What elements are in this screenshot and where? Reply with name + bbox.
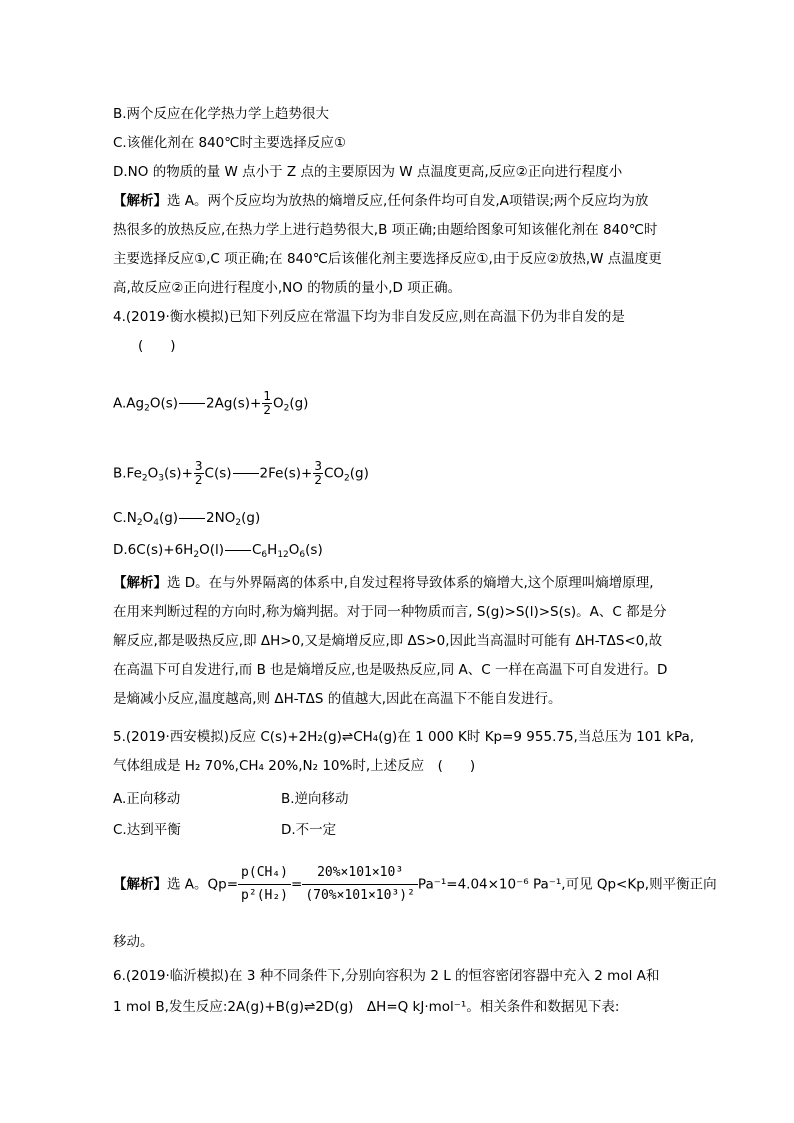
q3-analysis-line-4: 高,故反应②正向进行程度小,NO 的物质的量小,D 项正确。 xyxy=(113,280,462,296)
q5-option-a: A.正向移动 xyxy=(113,791,181,807)
q4-option-a: $A.Ag_2O(s)$ 2Ag(s)+ $\frac{1}{2}$ $O_2(g)$ xyxy=(113,389,309,417)
q4-answer-blank: ( ) xyxy=(138,338,176,354)
q3-analysis-line-3: 主要选择反应①,C 项正确;在 840℃后该催化剂主要选择反应①,由于反应②放热,W 点温度更 xyxy=(113,251,662,267)
equals-arrow-icon xyxy=(179,518,205,519)
q3-option-d: D.NO 的物质的量 W 点小于 Z 点的主要原因为 W 点温度更高,反应②正向进行程度小 xyxy=(113,164,623,180)
q4-analysis-line-3: 解反应,都是吸热反应,即 ΔH>0,又是熵增反应,即 ΔS>0,因此当高温时可能有 ΔH-TΔS<0,故 xyxy=(113,633,663,649)
analysis-tag: 【解析】 xyxy=(113,876,167,893)
q3-option-c: C.该催化剂在 840℃时主要选择反应① xyxy=(113,135,347,151)
q3-analysis-line-1: 【解析】选 A。两个反应均为放热的熵增反应,任何条件均可自发,A项错误;两个反应均为放 xyxy=(113,193,649,209)
fraction-qp-ratio: $\frac{\text{p(CH₄)}}{\text{p²(H₂)}}$ xyxy=(238,862,291,907)
q3-analysis-line-2: 热很多的放热反应,在热力学上进行趋势很大,B 项正确;由题给图象可知该催化剂在 840℃时 xyxy=(113,222,658,238)
q4-analysis-line-5: 是熵减小反应,温度越高,则 ΔH-TΔS 的值越大,因此在高温下不能自发进行。 xyxy=(113,691,562,707)
fraction-qp-value: $\frac{\text{20\%×101×10³}}{\text{(70\%×101×10³)²}}$ xyxy=(302,862,418,907)
fraction-half: $\frac{1}{2}$ xyxy=(263,389,271,417)
q6-stem-line-1: 6.(2019·临沂模拟)在 3 种不同条件下,分别向容积为 2 L 的恒容密闭容器中充入 2 mol A和 xyxy=(113,968,660,984)
q4-option-b: $B.Fe_2O_3(s)+$ $\frac{3}{2}$ C(s) 2Fe(s)+ $\frac{3}{2}$ $CO_2(g)$ xyxy=(113,459,369,487)
q4-option-c: $C.N_2O_4(g)$ $2NO_2(g)$ xyxy=(113,510,261,528)
q4-stem: 4.(2019·衡水模拟)已知下列反应在常温下均为非自发反应,则在高温下仍为非自发的是 xyxy=(113,309,625,325)
q6-stem-line-2: 1 mol B,发生反应:2A(g)+B(g)⇌2D(g) ΔH=Q kJ·mol⁻¹。相关条件和数据见下表: xyxy=(113,999,620,1015)
equals-arrow-icon xyxy=(179,403,205,404)
q5-option-d: D.不一定 xyxy=(281,822,337,838)
q4-analysis-line-1: 【解析】选 D。在与外界隔离的体系中,自发过程将导致体系的熵增大,这个原理叫熵增原理, xyxy=(113,575,654,591)
q4-analysis-line-2: 在用来判断过程的方向时,称为熵判据。对于同一种物质而言, S(g)>S(l)>S(s)。A、C 都是分 xyxy=(113,604,667,620)
q5-stem-line-2: 气体组成是 H₂ 70%,CH₄ 20%,N₂ 10%时,上述反应 ( ) xyxy=(113,758,476,774)
q3-option-b: B.两个反应在化学热力学上趋势很大 xyxy=(113,106,330,122)
analysis-tag: 【解析】 xyxy=(113,575,167,591)
q5-stem-line-1: 5.(2019·西安模拟)反应 C(s)+2H₂(g)⇌CH₄(g)在 1 000 K时 Kp=9 955.75,当总压为 101 kPa, xyxy=(113,729,695,745)
q5-analysis-line-1: 【解析】选 A。Qp= $\frac{\text{p(CH₄)}}{\text{p²(H₂)}}$ = $\frac{\text{20\%×101×10³}}{\text{(70\%×101×10³)²}}$ Pa⁻¹=4.04×10⁻⁶ Pa⁻¹,可见 Qp<Kp,则平衡正向 xyxy=(113,862,717,907)
q5-option-c: C.达到平衡 xyxy=(113,822,181,838)
fraction-three-halves: $\frac{3}{2}$ xyxy=(314,459,322,487)
equals-arrow-icon xyxy=(233,473,259,474)
q5-analysis-line-2: 移动。 xyxy=(113,934,154,950)
analysis-tag: 【解析】 xyxy=(113,193,167,209)
equals-arrow-icon xyxy=(225,550,251,551)
fraction-three-halves: $\frac{3}{2}$ xyxy=(194,459,203,487)
q4-analysis-line-4: 在高温下可自发进行,而 B 也是熵增反应,也是吸热反应,同 A、C 一样在高温下可自发进行。D xyxy=(113,662,668,678)
q5-option-b: B.逆向移动 xyxy=(281,791,349,807)
q4-option-d: $D.6C(s)+6H_2O(l)$ $C_6H_{12}O_6(s)$ xyxy=(113,542,323,560)
